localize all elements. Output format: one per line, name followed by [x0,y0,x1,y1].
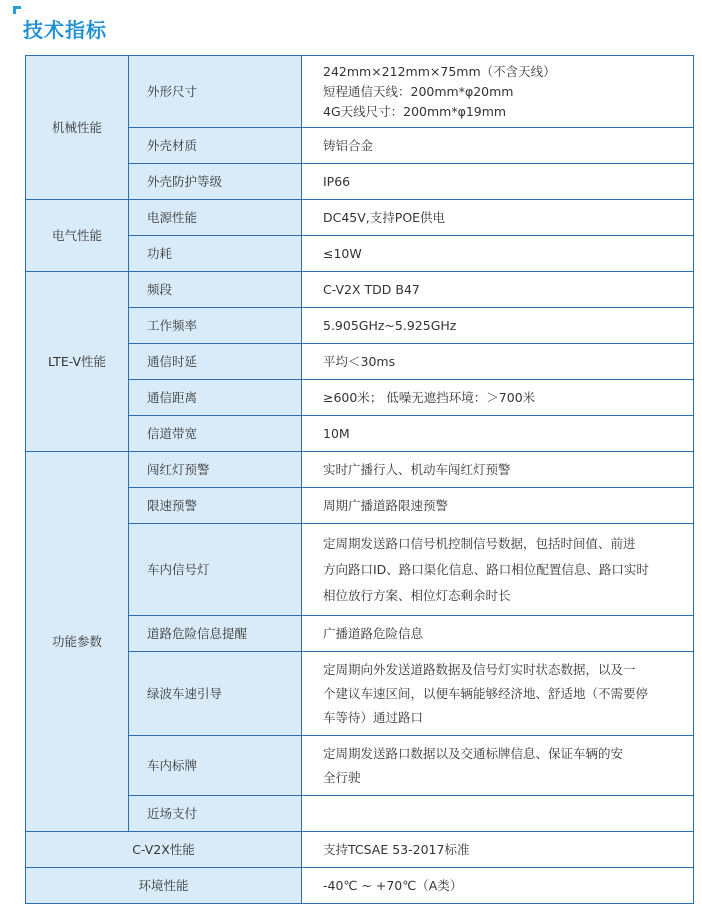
param-value [302,736,694,796]
param-label: 闯红灯预警 [129,452,302,488]
category-cell: 机械性能 [26,56,129,200]
category-cell: 功能参数 [26,452,129,832]
value-line: 4G天线尺寸：200mm*φ19mm [323,103,507,119]
table-row [26,868,694,904]
value-line: 个建议车速区间，以便车辆能够经济地、舒适地（不需要停 [323,685,649,701]
param-label: 限速预警 [129,488,302,524]
value-line: 相位放行方案、相位灯态剩余时长 [323,587,511,603]
param-value: 铸铝合金 [302,128,694,164]
param-label: 通信时延 [129,344,302,380]
param-label: 道路危险信息提醒 [129,616,302,652]
param-label: 工作频率 [129,308,302,344]
param-value: 10M [302,416,694,452]
param-value [302,56,694,128]
param-label: 近场支付 [129,796,302,832]
param-value [302,652,694,736]
param-value: IP66 [302,164,694,200]
param-value: ≥600米； 低噪无遮挡环境：＞700米 [302,380,694,416]
param-value: 周期广播道路限速预警 [302,488,694,524]
value-line: 定周期发送路口信号机控制信号数据，包括时间值、前进 [323,535,636,551]
category-cell: C-V2X性能 [26,832,302,868]
category-cell: 环境性能 [26,868,302,904]
param-value: C-V2X TDD B47 [302,272,694,308]
table-row [26,832,694,868]
spec-table [25,55,694,904]
category-cell: LTE-V性能 [26,272,129,452]
value-line: 242mm×212mm×75mm（不含天线） [323,63,556,79]
value-line: 短程通信天线：200mm*φ20mm [323,83,514,99]
param-label: 外形尺寸 [129,56,302,128]
param-label: 电源性能 [129,200,302,236]
section-title: 技术指标 [23,18,107,42]
param-label: 信道带宽 [129,416,302,452]
param-label: 车内标牌 [129,736,302,796]
title-corner-accent [13,6,21,14]
param-value: DC45V,支持POE供电 [302,200,694,236]
param-label: 通信距离 [129,380,302,416]
value-line: 全行驶 [323,769,361,785]
table-row [26,56,694,128]
param-label: 频段 [129,272,302,308]
table-row [26,452,694,488]
value-line: 定周期向外发送道路数据及信号灯实时状态数据，以及一 [323,661,636,677]
param-value: 5.905GHz~5.925GHz [302,308,694,344]
param-label: 车内信号灯 [129,524,302,616]
value-line: 车等待）通过路口 [323,709,424,725]
category-cell: 电气性能 [26,200,129,272]
param-label: 功耗 [129,236,302,272]
value-line: 定周期发送路口数据以及交通标牌信息、保证车辆的安 [323,745,624,761]
param-value: 实时广播行人、机动车闯红灯预警 [302,452,694,488]
table-row [26,200,694,236]
param-value [302,524,694,616]
value-line: 方向路口ID、路口渠化信息、路口相位配置信息、路口实时 [323,561,649,577]
param-value [302,796,694,832]
param-value: 平均＜30ms [302,344,694,380]
param-label: 外壳材质 [129,128,302,164]
param-label: 绿波车速引导 [129,652,302,736]
param-value: 广播道路危险信息 [302,616,694,652]
param-value: 支持TCSAE 53-2017标准 [302,832,694,868]
table-row [26,272,694,308]
param-value: -40℃ ~ +70℃（A类） [302,868,694,904]
param-label: 外壳防护等级 [129,164,302,200]
param-value: ≤10W [302,236,694,272]
